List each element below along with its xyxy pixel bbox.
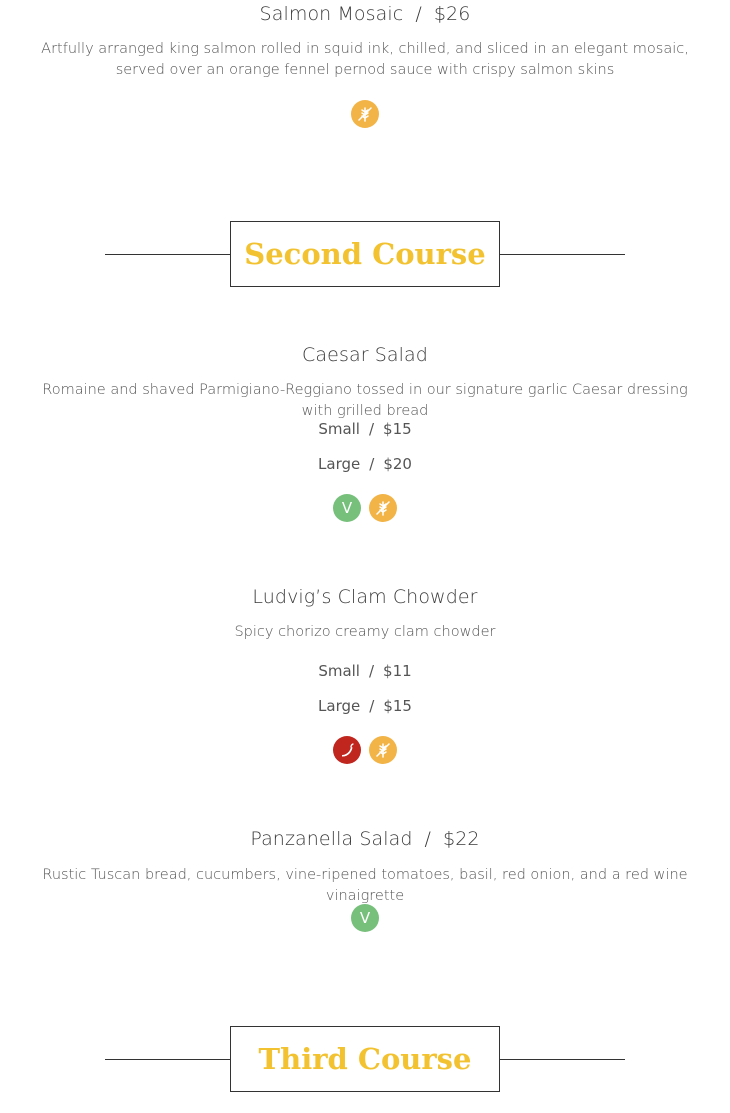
menu-item-name: Caesar Salad	[302, 344, 428, 366]
price-option-small	[0, 420, 730, 438]
gluten-free-icon	[369, 494, 397, 522]
menu-item-description: Spicy chorizo creamy clam chowder	[234, 624, 496, 640]
course-title-box	[230, 221, 500, 287]
menu-item-title	[0, 344, 730, 366]
price-option-large	[0, 697, 730, 715]
price-separator: /	[369, 455, 375, 473]
course-title: Third Course	[258, 1042, 472, 1076]
price-separator: /	[368, 420, 375, 438]
price-option-large	[0, 455, 730, 473]
divider-line	[500, 254, 625, 255]
course-header-third	[105, 1026, 625, 1092]
size-price: $15	[383, 420, 412, 438]
menu-item-title	[0, 828, 730, 850]
size-label: Small	[318, 662, 360, 680]
divider-line	[105, 1059, 230, 1060]
gluten-free-icon	[369, 736, 397, 764]
dietary-icons	[0, 736, 730, 764]
price-separator: /	[424, 828, 432, 850]
dietary-icons	[0, 494, 730, 522]
size-price: $20	[383, 455, 412, 473]
menu-item-name: Ludvig’s Clam Chowder	[252, 586, 478, 608]
menu-item-title	[0, 586, 730, 608]
dietary-icons	[0, 904, 730, 932]
menu-item-description: Artfully arranged king salmon rolled in squid ink, chilled, and sliced in an elegant mosaic, served over an orange fennel pernod sauce with crispy salmon skins	[41, 41, 689, 78]
menu-item-name: Salmon Mosaic	[259, 3, 404, 25]
course-title: Second Course	[244, 237, 486, 271]
price-separator: /	[415, 3, 422, 25]
gluten-free-icon	[351, 100, 379, 128]
menu-item-title	[0, 3, 730, 25]
price-separator: /	[369, 697, 375, 715]
menu-item-description: Romaine and shaved Parmigiano-Reggiano tossed in our signature garlic Caesar dressing with grilled bread	[42, 382, 688, 419]
vegetarian-icon: V	[333, 494, 361, 522]
menu-item-price: $22	[443, 828, 480, 850]
menu-item-name: Panzanella Salad	[250, 828, 413, 850]
menu-item-price: $26	[433, 3, 471, 25]
course-title-box	[230, 1026, 500, 1092]
spicy-icon	[333, 736, 361, 764]
divider-line	[105, 254, 230, 255]
menu-item-description: Rustic Tuscan bread, cucumbers, vine-ripened tomatoes, basil, red onion, and a red wine vinaigrette	[42, 867, 688, 904]
price-option-small	[0, 662, 730, 680]
divider-line	[500, 1059, 625, 1060]
course-header-second	[105, 221, 625, 287]
size-label: Large	[318, 455, 361, 473]
dietary-icons	[0, 100, 730, 128]
size-label: Large	[318, 697, 361, 715]
price-separator: /	[368, 662, 375, 680]
size-label: Small	[318, 420, 360, 438]
size-price: $15	[383, 697, 412, 715]
vegetarian-icon: V	[351, 904, 379, 932]
size-price: $11	[383, 662, 412, 680]
